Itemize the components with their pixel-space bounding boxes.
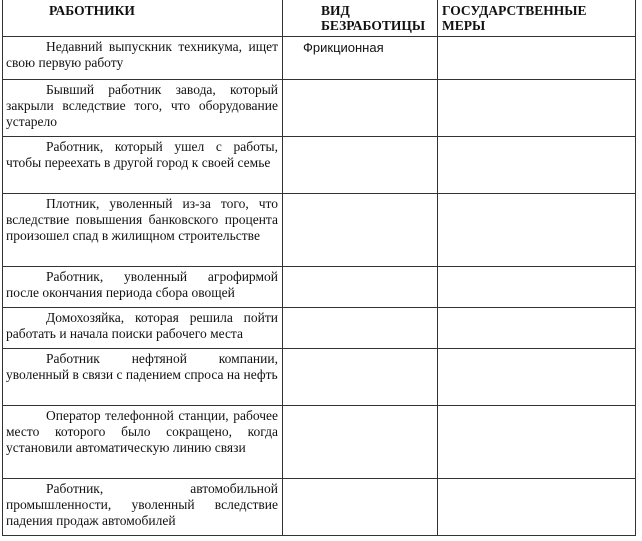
unemployment-type-cell[interactable] xyxy=(283,349,438,406)
table-row xyxy=(3,406,636,479)
worker-cell: Работник, уволенный агрофирмой после окончания периода сбора овощей xyxy=(3,267,283,308)
state-measures-cell[interactable] xyxy=(438,37,636,80)
unemployment-table xyxy=(2,0,636,536)
state-measures-cell[interactable] xyxy=(438,349,636,406)
table-row xyxy=(3,80,636,137)
worker-cell: Домохозяйка, которая решила пойти работать и начала поиски рабочего места xyxy=(3,308,283,349)
worker-cell: Оператор телефонной станции, рабочее место которого было сокращено, когда установили автоматическую линию связи xyxy=(3,406,283,479)
worker-cell: Работник, который ушел с работы, чтобы переехать в другой город к своей семье xyxy=(3,137,283,194)
table-row xyxy=(3,349,636,406)
unemployment-type-cell[interactable] xyxy=(283,137,438,194)
worker-cell: Недавний выпускник техникума, ищет свою первую работу xyxy=(3,37,283,80)
worker-cell: Плотник, уволенный из-за того, что вследствие повышения банковского процента произошел спад в жилищном строительстве xyxy=(3,194,283,267)
state-measures-cell[interactable] xyxy=(438,479,636,536)
header-state-measures: ГОСУДАРСТВЕННЫЕ МЕРЫ xyxy=(438,0,636,37)
table-row xyxy=(3,137,636,194)
state-measures-cell[interactable] xyxy=(438,308,636,349)
header-row xyxy=(3,0,636,37)
worker-cell: Бывший работник завода, который закрыли вследствие того, что оборудование устарело xyxy=(3,80,283,137)
unemployment-type-cell[interactable] xyxy=(283,308,438,349)
table-row xyxy=(3,308,636,349)
unemployment-type-cell[interactable] xyxy=(283,80,438,137)
state-measures-cell[interactable] xyxy=(438,80,636,137)
header-unemployment-type: ВИД БЕЗРАБОТИЦЫ xyxy=(283,0,438,37)
worker-cell: Работник, автомобильной промышленности, уволенный вследствие падения продаж автомобилей xyxy=(3,479,283,536)
state-measures-cell[interactable] xyxy=(438,194,636,267)
state-measures-cell[interactable] xyxy=(438,406,636,479)
unemployment-type-cell[interactable]: Фрикционная xyxy=(283,37,438,80)
table-row xyxy=(3,479,636,536)
unemployment-type-cell[interactable] xyxy=(283,406,438,479)
table-row xyxy=(3,194,636,267)
table-row xyxy=(3,267,636,308)
unemployment-type-cell[interactable] xyxy=(283,267,438,308)
table-row xyxy=(3,37,636,80)
worker-cell: Работник нефтяной компании, уволенный в связи с падением спроса на нефть xyxy=(3,349,283,406)
unemployment-type-cell[interactable] xyxy=(283,194,438,267)
state-measures-cell[interactable] xyxy=(438,137,636,194)
state-measures-cell[interactable] xyxy=(438,267,636,308)
unemployment-type-cell[interactable] xyxy=(283,479,438,536)
document-page xyxy=(2,0,637,541)
header-workers: РАБОТНИКИ xyxy=(3,0,283,37)
